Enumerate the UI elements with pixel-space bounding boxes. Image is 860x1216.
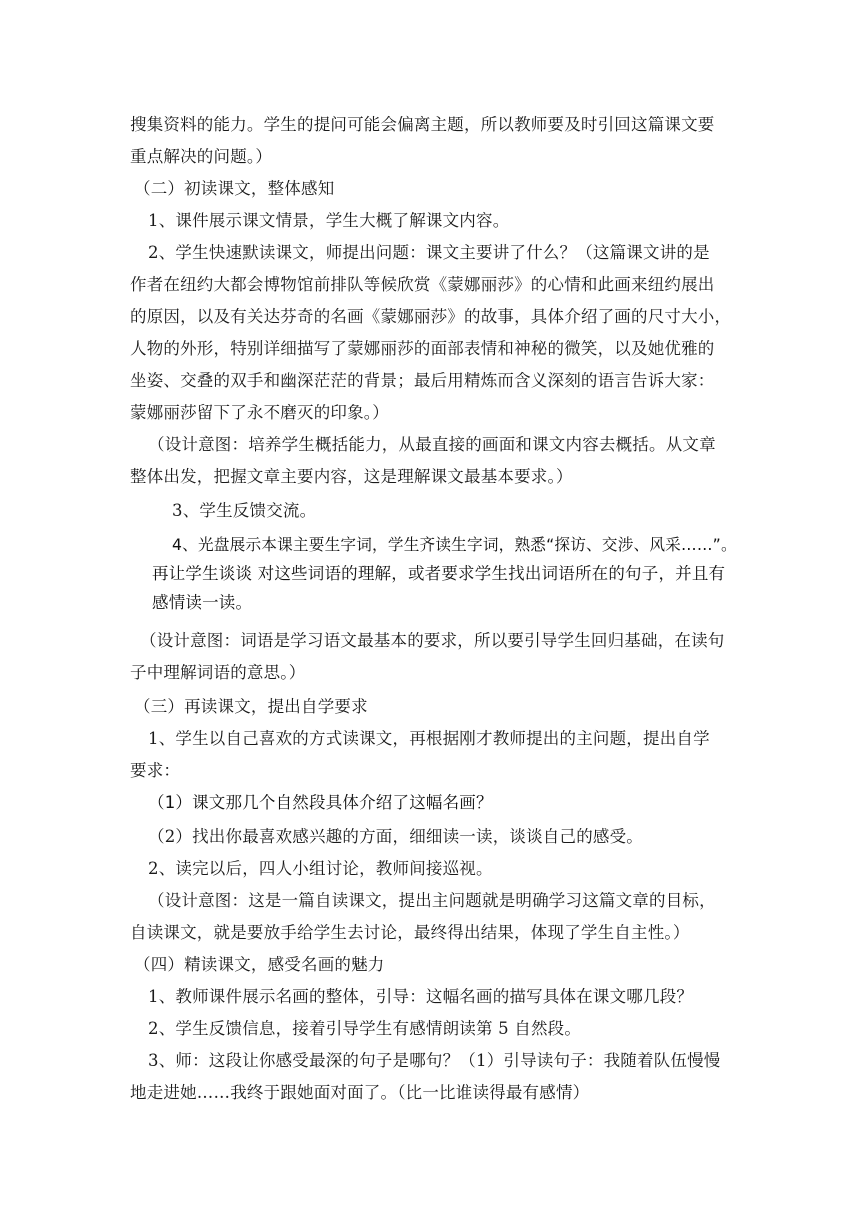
text-line: 2、读完以后，四人小组讨论，教师间接巡视。 bbox=[148, 859, 493, 878]
text-line: （设计意图：这是一篇自读课文，提出主问题就是明确学习这篇文章的目标， bbox=[148, 891, 716, 910]
text-line: （1）课文那几个自然段具体介绍了这幅名画？ bbox=[148, 793, 493, 812]
section-heading: （三）再读课文，提出自学要求 bbox=[134, 697, 368, 716]
text-line: 1、学生以自己喜欢的方式读课文，再根据刚才教师提出的主问题，提出自学 bbox=[148, 729, 710, 748]
text-line: 2、学生反馈信息，接着引导学生有感情朗读第 5 自然段。 bbox=[148, 1019, 582, 1038]
text-line: 再让学生谈谈 对这些词语的理解，或者要求学生找出词语所在的句子，并且有 bbox=[152, 564, 726, 583]
text-line: 地走进她……我终于跟她面对面了。（比一比谁读得最有感情） bbox=[130, 1083, 590, 1102]
text-line: 3、师：这段让你感受最深的句子是哪句？（1）引导读句子：我随着队伍慢慢 bbox=[148, 1051, 721, 1070]
text-line: 整体出发，把握文章主要内容，这是理解课文最基本要求。） bbox=[130, 467, 573, 486]
text-line: 2、学生快速默读课文，师提出问题：课文主要讲了什么？（这篇课文讲的是 bbox=[148, 243, 710, 262]
text-line: 要求： bbox=[130, 761, 181, 780]
text-line: 重点解决的问题。） bbox=[130, 147, 273, 166]
text-line: 自读课文，就是要放手给学生去讨论，最终得出结果，体现了学生自主性。） bbox=[130, 923, 690, 942]
text-line: 1、课件展示课文情景，学生大概了解课文内容。 bbox=[148, 211, 510, 230]
text-line: （设计意图：培养学生概括能力，从最直接的画面和课文内容去概括。从文章 bbox=[148, 435, 716, 454]
section-heading: （四）精读课文，感受名画的魅力 bbox=[134, 955, 385, 974]
text-line: 人物的外形，特别详细描写了蒙娜丽莎的面部表情和神秘的微笑，以及她优雅的 bbox=[130, 339, 715, 358]
section-heading: （二）初读课文，整体感知 bbox=[134, 179, 335, 198]
text-line: （2）找出你最喜欢感兴趣的方面，细细读一读，谈谈自己的感受。 bbox=[148, 827, 643, 846]
text-line: 搜集资料的能力。学生的提问可能会偏离主题，所以教师要及时引回这篇课文要 bbox=[130, 115, 715, 134]
text-line: 4、光盘展示本课主要生字词，学生齐读生字词，熟悉“探访、交涉、风采……”。 bbox=[172, 535, 737, 554]
text-line: 坐姿、交叠的双手和幽深茫茫的背景；最后用精炼而含义深刻的语言告诉大家： bbox=[130, 371, 715, 390]
text-line: 作者在纽约大都会博物馆前排队等候欣赏《蒙娜丽莎》的心情和此画来纽约展出 bbox=[130, 275, 715, 294]
text-line: 1、教师课件展示名画的整体，引导：这幅名画的描写具体在课文哪几段？ bbox=[148, 987, 694, 1006]
text-line: 的原因，以及有关达芬奇的名画《蒙娜丽莎》的故事，具体介绍了画的尺寸大小， bbox=[130, 307, 732, 326]
text-line: 感情读一读。 bbox=[152, 593, 253, 612]
text-line: 3、学生反馈交流。 bbox=[172, 501, 317, 520]
text-line: 子中理解词语的意思。） bbox=[130, 663, 306, 682]
text-line: 蒙娜丽莎留下了永不磨灭的印象。） bbox=[130, 403, 389, 422]
text-line: （设计意图：词语是学习语文最基本的要求，所以要引导学生回归基础，在读句 bbox=[140, 631, 725, 650]
